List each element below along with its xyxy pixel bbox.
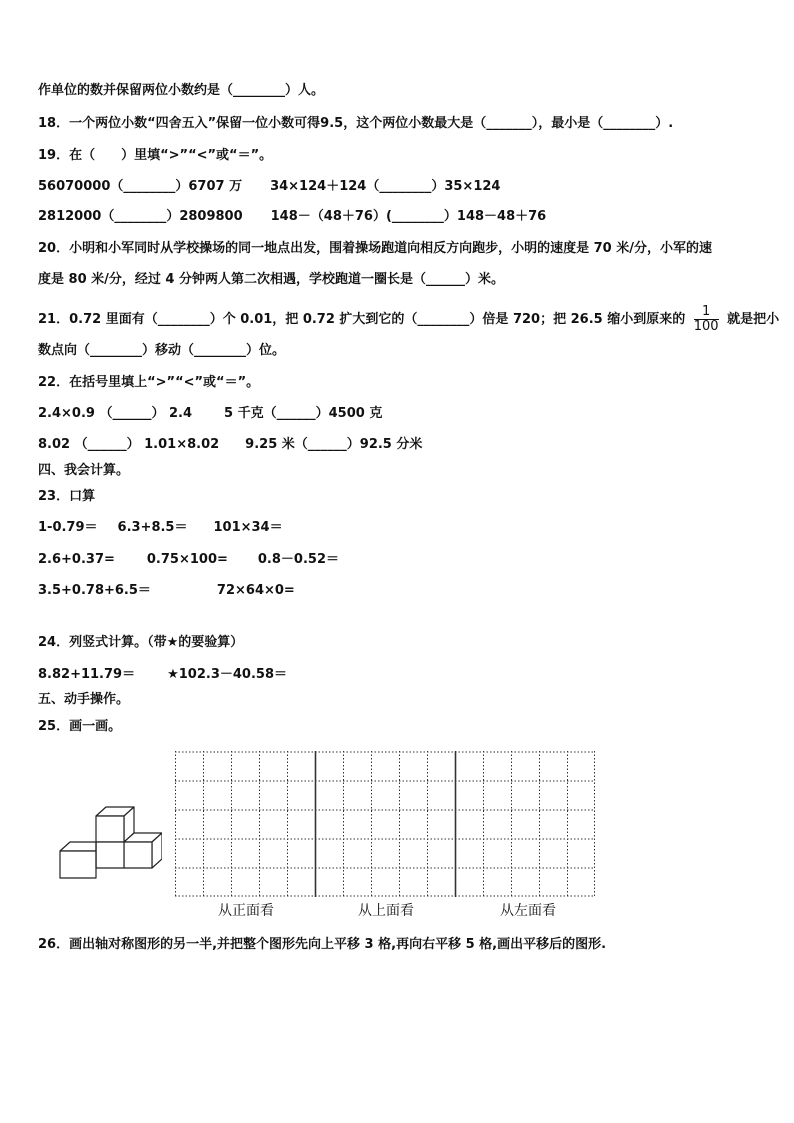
line-text: 19．在（ ）里填“>”“<”或“＝”。	[38, 148, 273, 163]
line-text: 22．在括号里填上“>”“<”或“＝”。	[38, 375, 260, 390]
line-text: 度是 80 米/分，经过 4 分钟两人第二次相遇，学校跑道一圈长是（______）米。	[38, 272, 504, 287]
line-l26	[38, 937, 612, 953]
cube-stack-figure	[58, 803, 162, 879]
line-l23	[38, 489, 101, 505]
line-l23a	[38, 520, 289, 536]
caption-front-view: 从正面看	[218, 903, 274, 919]
cube-front-face	[124, 842, 152, 868]
line-text: 1-0.79＝	[38, 520, 98, 535]
line-l19a	[38, 179, 506, 195]
line-l25	[38, 719, 127, 735]
line-text: 56070000（________）6707 万	[38, 179, 243, 194]
caption-top-view: 从上面看	[358, 903, 414, 919]
line-l18	[38, 116, 679, 132]
line-l21b	[38, 343, 291, 359]
cube-front-face	[96, 816, 124, 842]
line-text: 数点向（________）移动（________）位。	[38, 343, 286, 358]
line-text: 148－（48＋76）(________）148－48＋76	[270, 209, 547, 224]
line-l24	[38, 635, 249, 651]
line-text: 8.82+11.79＝	[38, 667, 136, 682]
line-text: 五、动手操作。	[38, 692, 130, 707]
line-l22a	[38, 406, 388, 422]
line-text: 2.6+0.37=	[38, 552, 115, 567]
line-text: 20．小明和小军同时从学校操场的同一地点出发，围着操场跑道向相反方向跑步，小明的速度是 70 米/分，小军的速	[38, 241, 712, 256]
cube-front-face	[96, 842, 124, 868]
fraction-numerator: 1	[694, 305, 719, 320]
line-text: 作单位的数并保留两位小数约是（________）人。	[38, 83, 325, 98]
line-text: 2.4×0.9 （______） 2.4	[38, 406, 193, 421]
line-l19b	[38, 209, 552, 225]
line-text: 8.02 （______） 1.01×8.02	[38, 437, 220, 452]
line-text: 18．一个两位小数“四舍五入”保留一位小数可得9.5，这个两位小数最大是（_______），最小是（________）.	[38, 116, 674, 131]
line-text: 2812000（________）2809800	[38, 209, 243, 224]
line-text: 25．画一画。	[38, 719, 122, 734]
cube-top-face	[60, 842, 96, 851]
line-l22	[38, 375, 265, 391]
q21-text-after: 就是把小	[727, 312, 780, 327]
line-text: ★102.3－40.58＝	[167, 667, 287, 682]
line-text: 26．画出轴对称图形的另一半,并把整个图形先向上平移 3 格,再向右平移 5 格,画出平移后的图形.	[38, 937, 607, 952]
line-l23b	[38, 552, 345, 568]
line-l20b	[38, 272, 510, 288]
line-l19	[38, 148, 278, 164]
line-text: 3.5+0.78+6.5＝	[38, 583, 151, 598]
line-l0	[38, 83, 330, 99]
line-s4	[38, 463, 135, 479]
line-text: 6.3+8.5＝	[117, 520, 188, 535]
question-21-line1	[38, 305, 779, 334]
caption-left-view: 从左面看	[500, 903, 556, 919]
fraction-denominator: 100	[693, 319, 719, 334]
line-text: 24．列竖式计算。（带★的要验算）	[38, 635, 244, 650]
line-text: 23．口算	[38, 489, 96, 504]
line-text: 72×64×0=	[216, 583, 295, 598]
line-l22b	[38, 437, 428, 453]
q21-text-before: 21．0.72 里面有（________）个 0.01，把 0.72 扩大到它的（________）倍是 720；把 26.5 缩小到原来的	[38, 312, 686, 327]
line-text: 四、我会计算。	[38, 463, 130, 478]
line-l20a	[38, 241, 718, 257]
line-text: 9.25 米（______）92.5 分米	[245, 437, 423, 452]
line-l24a	[38, 667, 293, 683]
line-l23c	[38, 583, 301, 599]
fraction-1-100	[694, 305, 719, 334]
line-s5	[38, 692, 135, 708]
line-text: 0.8－0.52＝	[257, 552, 339, 567]
cube-front-face	[60, 851, 96, 878]
line-text: 0.75×100=	[146, 552, 228, 567]
line-text: 34×124＋124（________）35×124	[270, 179, 501, 194]
drawing-grid[interactable]	[175, 751, 595, 897]
line-text: 101×34＝	[213, 520, 283, 535]
line-text: 5 千克（______）4500 克	[224, 406, 383, 421]
